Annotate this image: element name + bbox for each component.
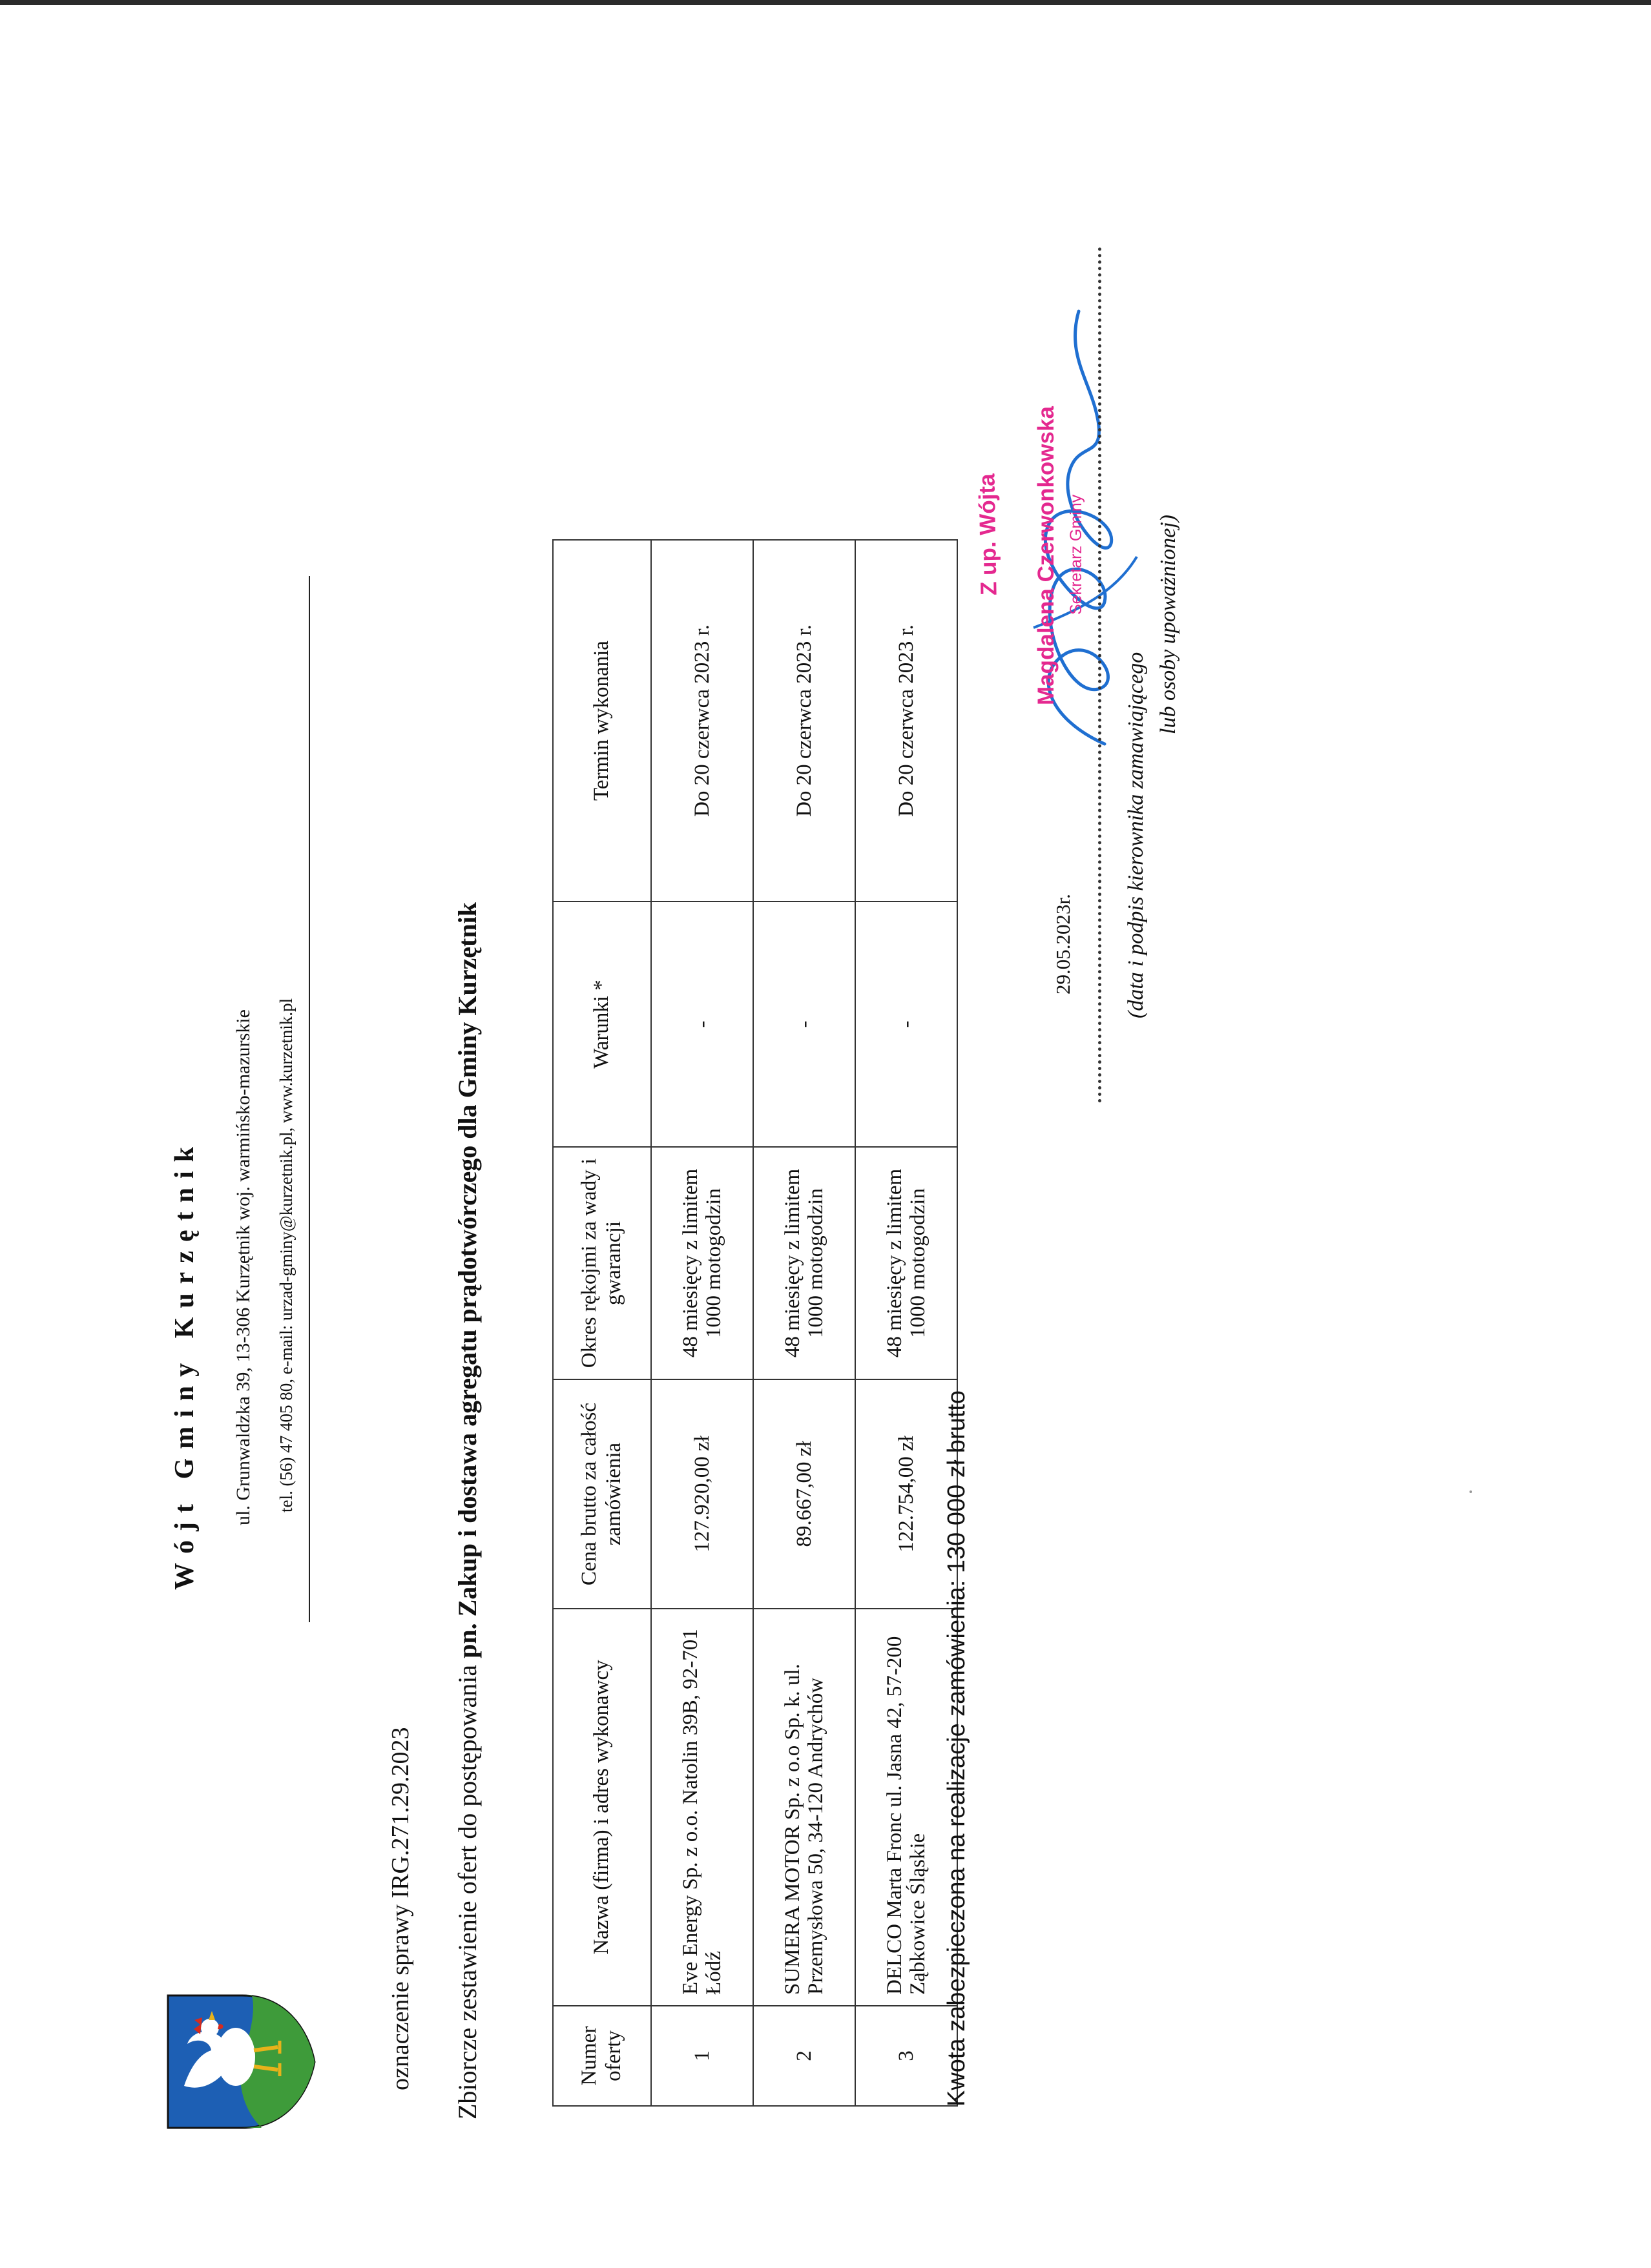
completion-term: Do 20 czerwca 2023 r. — [651, 540, 753, 902]
summary-heading — [452, 902, 483, 2119]
contractor-name: SUMERA MOTOR Sp. z o.o Sp. k. ul. Przemysłowa 50, 34-120 Andrychów — [753, 1609, 855, 2006]
offers-table — [552, 539, 958, 2107]
warranty-period: 48 miesięcy z limitem 1000 motogodzin — [651, 1147, 753, 1379]
offer-number: 1 — [651, 2006, 753, 2106]
header-divider — [309, 576, 310, 1622]
table-header-row — [553, 540, 651, 2106]
signature-caption-line1: (data i podpis kierownika zamawiającego — [1124, 652, 1148, 1018]
contractor-name: DELCO Marta Fronc ul. Jasna 42, 57-200 Ząbkowice Śląskie — [855, 1609, 957, 2006]
summary-heading-prefix: Zbiorcze zestawienie ofert do postępowania — [453, 1658, 482, 2119]
completion-term: Do 20 czerwca 2023 r. — [753, 540, 855, 902]
signature-line — [1098, 247, 1101, 1102]
scan-speck — [1469, 1490, 1472, 1493]
contractor-name: Eve Energy Sp. z o.o. Natolin 39B, 92-701 Łódź — [651, 1609, 753, 2006]
header-conditions: Warunki * — [553, 902, 651, 1147]
conditions: - — [753, 902, 855, 1147]
office-address: ul. Grunwaldzka 39, 13-306 Kurzętnik woj. warmińsko-mazurskie — [233, 1009, 254, 1525]
signature-caption-line2: lub osoby upoważnionej) — [1156, 515, 1180, 734]
summary-heading-subject: pn. Zakup i dostawa agregatu prądotwórczego dla Gminy Kurzętnik — [453, 902, 482, 1658]
warranty-period: 48 miesięcy z limitem 1000 motogodzin — [855, 1147, 957, 1379]
offer-price: 122.754,00 zł — [855, 1379, 957, 1609]
document-date: 29.05.2023r. — [1052, 894, 1074, 995]
conditions: - — [651, 902, 753, 1147]
header-warranty: Okres rękojmi za wady i gwarancji — [553, 1147, 651, 1379]
stamp-name: Magdalena Czerwonkowska — [1033, 406, 1059, 705]
table-row — [651, 540, 753, 2106]
budget-note: Kwota zabezpieczona na realizacje zamówienia: 130 000 zł brutto — [943, 1390, 970, 2107]
header-term: Termin wykonania — [553, 540, 651, 902]
table-row — [753, 540, 855, 2106]
header-price: Cena brutto za całość zamówienia — [553, 1379, 651, 1609]
stamp-title: Sekretarz Gminy — [1067, 494, 1085, 615]
stamp-authority: Z up. Wójta — [974, 473, 1002, 596]
office-title: Wójt Gminy Kurzętnik — [170, 1138, 200, 1590]
warranty-period: 48 miesięcy z limitem 1000 motogodzin — [753, 1147, 855, 1379]
offer-price: 89.667,00 zł — [753, 1379, 855, 1609]
header-offer-number: Numer oferty — [553, 2006, 651, 2106]
offer-number: 2 — [753, 2006, 855, 2106]
completion-term: Do 20 czerwca 2023 r. — [855, 540, 957, 902]
conditions: - — [855, 902, 957, 1147]
header-contractor: Nazwa (firma) i adres wykonawcy — [553, 1609, 651, 2006]
rooster-coat-of-arms-icon — [165, 1992, 317, 2131]
case-reference: oznaczenie sprawy IRG.271.29.2023 — [387, 1727, 414, 2090]
offer-number: 3 — [855, 2006, 957, 2106]
table-row — [855, 540, 957, 2106]
office-contact: tel. (56) 47 405 80, e-mail: urzad-gminy@kurzetnik.pl, www.kurzetnik.pl — [276, 998, 296, 1512]
offer-price: 127.920,00 zł — [651, 1379, 753, 1609]
